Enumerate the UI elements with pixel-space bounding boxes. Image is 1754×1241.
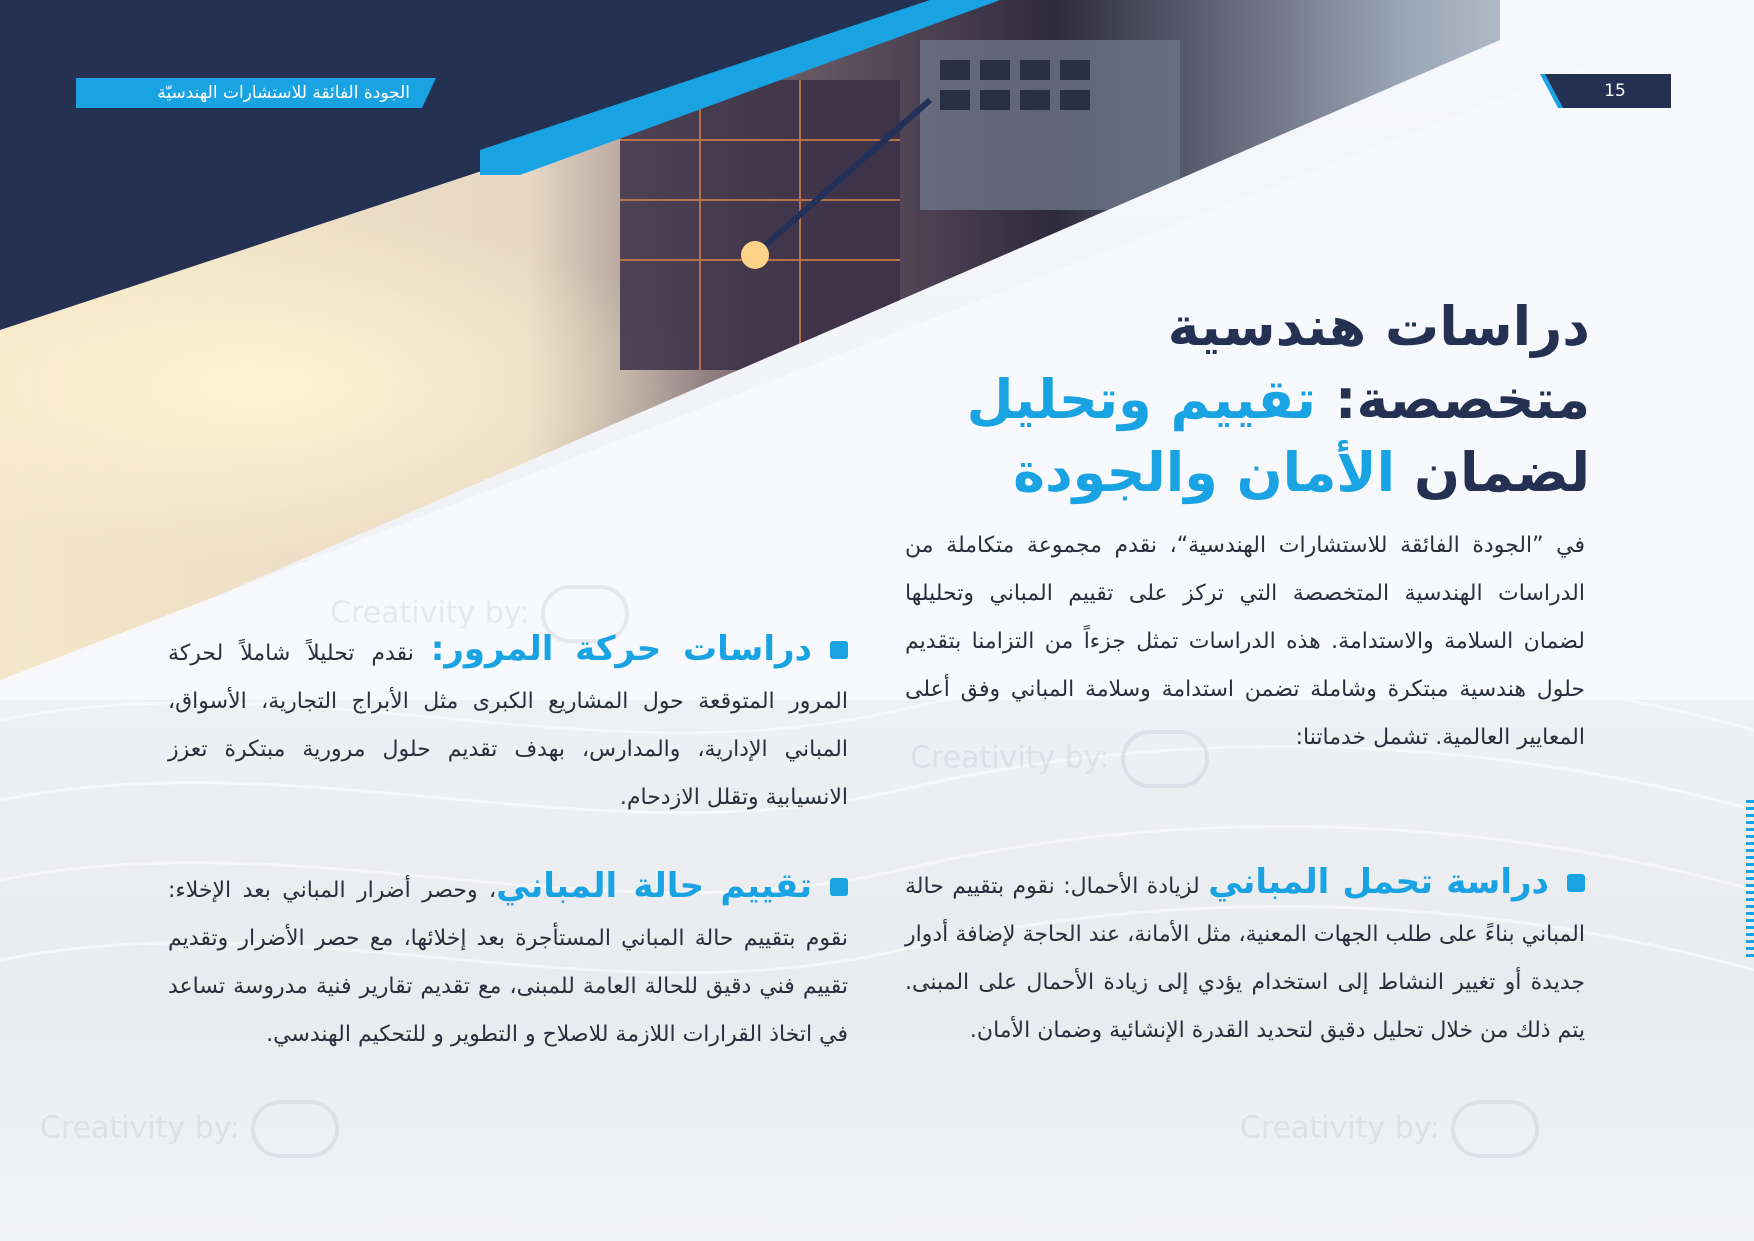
intro-paragraph: في ”الجودة الفائقة للاستشارات الهندسية“، نقدم مجموعة متكاملة من الدراسات الهندسية المتخصصة التي تركز على تقييم المباني وتحليلها لضمان السلامة والاستدامة. هذه الدراسات تمثل جزءاً من التزامنا بتقديم حلول هندسية مبتكرة وشاملة تضمن استدامة وسلامة المباني وفق أعلى المعايير العالمية. تشمل خدماتنا: (905, 533, 1585, 750)
page-number: 15 (1604, 81, 1626, 101)
section-condition-lead: ، وحصر أضرار المباني بعد الإخلاء: (168, 878, 497, 903)
section-load-study (905, 858, 1585, 1055)
headline-line2-part1: متخصصة: (1334, 368, 1590, 431)
section-condition-heading: تقييم حالة المباني (496, 866, 813, 906)
section-condition-text: نقوم بتقييم حالة المباني المستأجرة بعد إخلائها، مع حصر الأضرار وتقديم تقييم فني دقيق للحالة العامة للمبنى، مع تقديم تقارير فنية مدروسة تساعد في اتخاذ القرارات اللازمة للاصلاح و التطوير و للتحكيم الهندسي. (168, 926, 848, 1047)
section-traffic-heading: دراسات حركة المرور: (430, 629, 812, 669)
headline-line1-text: دراسات هندسية (1167, 295, 1590, 358)
section-load-lead: لزيادة الأحمال: (1054, 874, 1209, 899)
edge-decoration (1746, 800, 1754, 960)
page-headline (860, 290, 1590, 509)
headline-line-1 (860, 290, 1590, 363)
section-building-condition (168, 862, 848, 1059)
section-load-text: نقوم بتقييم حالة المباني بناءً على طلب الجهات المعنية، مثل الأمانة، عند الحاجة لإضافة أدوار جديدة أو تغيير النشاط إلى استخدام يؤدي إلى زيادة الأحمال على المبنى. يتم ذلك من خلال تحليل دقيق لتحديد القدرة الإنشائية وضمان الأمان. (905, 874, 1585, 1043)
section-traffic-studies (168, 625, 848, 822)
headline-line-3 (860, 436, 1590, 509)
section-traffic-text: نقدم تحليلاً شاملاً لحركة المرور المتوقعة حول المشاريع الكبرى مثل الأبراج التجارية، الأسواق، المباني الإدارية، والمدارس، بهدف تقديم حلول مرورية مبتكرة تعزز الانسيابية وتقلل الازدحام. (168, 641, 848, 810)
headline-line3-part1: لضمان (1413, 441, 1590, 504)
section-load-heading: دراسة تحمل المباني (1208, 862, 1549, 902)
headline-line3-part2: الأمان والجودة (1013, 441, 1396, 504)
bullet-square-icon (1567, 874, 1585, 892)
headline-line2-part2: تقييم وتحليل (966, 368, 1317, 431)
bullet-square-icon (830, 878, 848, 896)
header-brand-title: الجودة الفائقة للاستشارات الهندسيّة (157, 83, 410, 103)
bullet-square-icon (830, 641, 848, 659)
headline-line-2 (860, 363, 1590, 436)
